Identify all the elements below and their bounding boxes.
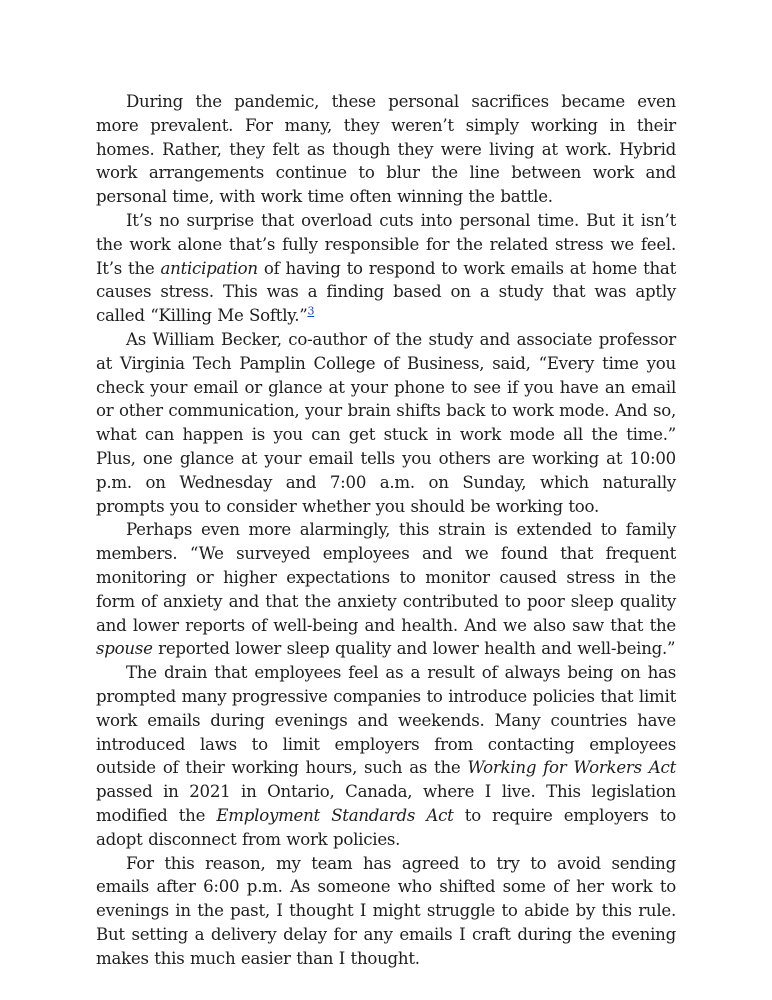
footnote-link[interactable]: 3 <box>307 304 315 318</box>
paragraph <box>96 209 676 328</box>
emphasis-anticipation: anticipation <box>160 258 258 278</box>
emphasis-act-title: Working for Workers Act <box>467 758 677 778</box>
text-span: to require employers to adopt disconnect from work policies. <box>96 805 676 849</box>
text-span: The drain that employees feel as a result of always being on has prompted many progressive companies to introduce policies that limit work emails during evenings and weekends. Many countries have introduced laws to limit employers from contacting employees outside of their working hours, such as the <box>96 663 676 778</box>
text-span: Perhaps even more alarmingly, this strain is extended to family members. “We surveyed employees and we found that frequent monitoring or higher expectations to monitor caused stress in the form of anxiety and that the anxiety contributed to poor sleep quality and lower reports of well-being and health. And we also saw that the <box>96 520 676 635</box>
paragraph <box>96 328 676 518</box>
text-span: During the pandemic, these personal sacrifices became even more prevalent. For many, they weren’t simply working in their homes. Rather, they felt as though they were living at work. Hybrid work arrangements continue to blur the line between work and personal time, with work time often winning the battle. <box>96 92 676 207</box>
emphasis-spouse: spouse <box>96 639 153 659</box>
paragraph <box>96 852 676 971</box>
paragraph <box>96 518 676 661</box>
text-span: As William Becker, co-author of the study and associate professor at Virginia Tech Pamplin College of Business, said, “Every time you check your email or glance at your phone to see if you have an email or other communication, your brain shifts back to work mode. And so, what can happen is you can get stuck in work mode all the time.” Plus, one glance at your email tells you others are working at 10:00 p.m. on Wednesday and 7:00 a.m. on Sunday, which naturally prompts you to consider whether you should be working too. <box>96 329 676 516</box>
text-span: It’s no surprise that overload cuts into personal time. But it isn’t the work alone that’s fully responsible for the related stress we feel. It’s the <box>96 210 676 278</box>
paragraph <box>96 90 676 209</box>
emphasis-act-title: Employment Standards Act <box>216 805 454 825</box>
text-span: of having to respond to work emails at home that causes stress. This was a finding based on a study that was aptly called “Killing Me Softly.” <box>96 258 676 326</box>
text-span: passed in 2021 in Ontario, Canada, where I live. This legislation modified the <box>96 782 676 825</box>
text-span: For this reason, my team has agreed to try to avoid sending emails after 6:00 p.m. As someone who shifted some of her work to evenings in the past, I thought I might struggle to abide by this rule. But setting a delivery delay for any emails I craft during the evening makes this much easier than I thought. <box>96 853 676 968</box>
text-span: reported lower sleep quality and lower health and well-being.” <box>152 639 676 659</box>
paragraph <box>96 661 676 851</box>
document-page <box>96 90 676 970</box>
